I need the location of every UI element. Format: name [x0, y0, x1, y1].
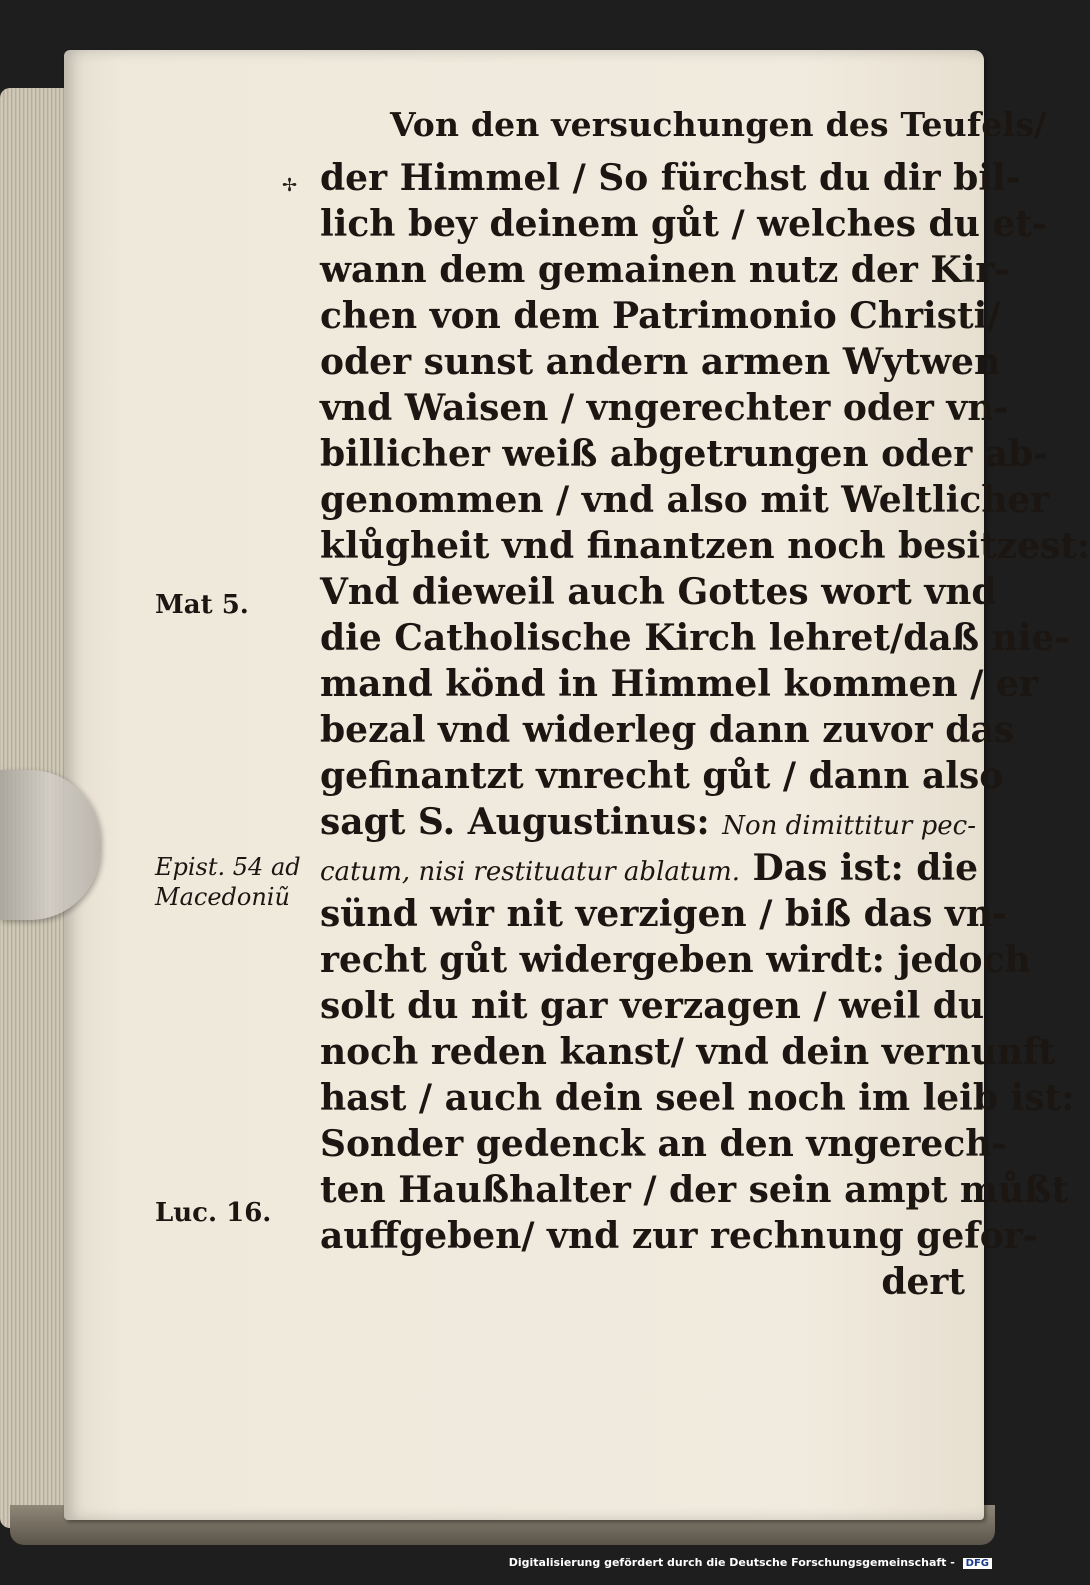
text-line: vnd Waisen / vngerechter oder vn- — [320, 387, 1009, 429]
latin-quote: Non dimittitur pec- — [722, 811, 977, 841]
text-line: lich bey deinem gůt / welches du et- — [320, 203, 1047, 245]
text-line: bezal vnd widerleg dann zuvor das — [320, 709, 1015, 751]
text-line: solt du nit gar verzagen / weil du — [320, 985, 985, 1027]
text-line: sünd wir nit verzigen / biß das vn- — [320, 893, 1007, 935]
text-line: hast / auch dein seel noch im leib ist: — [320, 1077, 1075, 1119]
text-line: noch reden kanst/ vnd dein vernunft — [320, 1031, 1056, 1073]
text-line: wann dem gemainen nutz der Kir- — [320, 249, 1010, 291]
text-line: genommen / vnd also mit Weltlicher — [320, 479, 1050, 521]
quote-intro: sagt S. Augustinus: — [320, 801, 710, 843]
margin-note-epist-2: Macedoniũ — [155, 883, 290, 911]
text-line: recht gůt widergeben wirdt: jedoch — [320, 939, 1031, 981]
text-line-quote-end — [320, 845, 979, 891]
credit-text: Digitalisierung gefördert durch die Deutsche Forschungsgemeinschaft - — [508, 1556, 955, 1569]
text-line: ten Haußhalter / der sein ampt můßt — [320, 1169, 1069, 1211]
text-line: gefinantzt vnrecht gůt / dann also — [320, 755, 1004, 797]
text-line: auffgeben/ vnd zur rechnung gefor- — [320, 1215, 1038, 1257]
text-line: mand könd in Himmel kommen / er — [320, 663, 1038, 705]
text-line: klůgheit vnd finantzen noch besitzest: — [320, 525, 1090, 567]
latin-quote: catum, nisi restituatur ablatum. — [320, 857, 740, 887]
text-line: Vnd dieweil auch Gottes wort vnd — [320, 571, 997, 613]
main-text — [320, 155, 1090, 1305]
digitization-credit — [509, 1556, 992, 1569]
running-title: Von den versuchungen des Teufels/ — [390, 105, 1047, 144]
text-line: Sonder gedenck an den vngerech- — [320, 1123, 1007, 1165]
quote-translation-start: Das ist: die — [752, 847, 979, 889]
margin-note-mat: Mat 5. — [155, 590, 249, 620]
text-line-quote-start — [320, 799, 977, 845]
dfg-logo: DFG — [963, 1558, 992, 1569]
margin-note-epist-1: Epist. 54 ad — [155, 853, 301, 881]
text-line: chen von dem Patrimonio Christi/ — [320, 295, 1001, 337]
text-line: die Catholische Kirch lehret/daß nie- — [320, 617, 1070, 659]
text-line: oder sunst andern armen Wytwen — [320, 341, 1001, 383]
text-line: billicher weiß abgetrungen oder ab- — [320, 433, 1049, 475]
text-line: der Himmel / So fürchst du dir bil- — [320, 157, 1021, 199]
catchword: dert — [881, 1261, 965, 1303]
ornament-icon: ✢ — [282, 175, 298, 196]
margin-note-luc: Luc. 16. — [155, 1198, 272, 1228]
